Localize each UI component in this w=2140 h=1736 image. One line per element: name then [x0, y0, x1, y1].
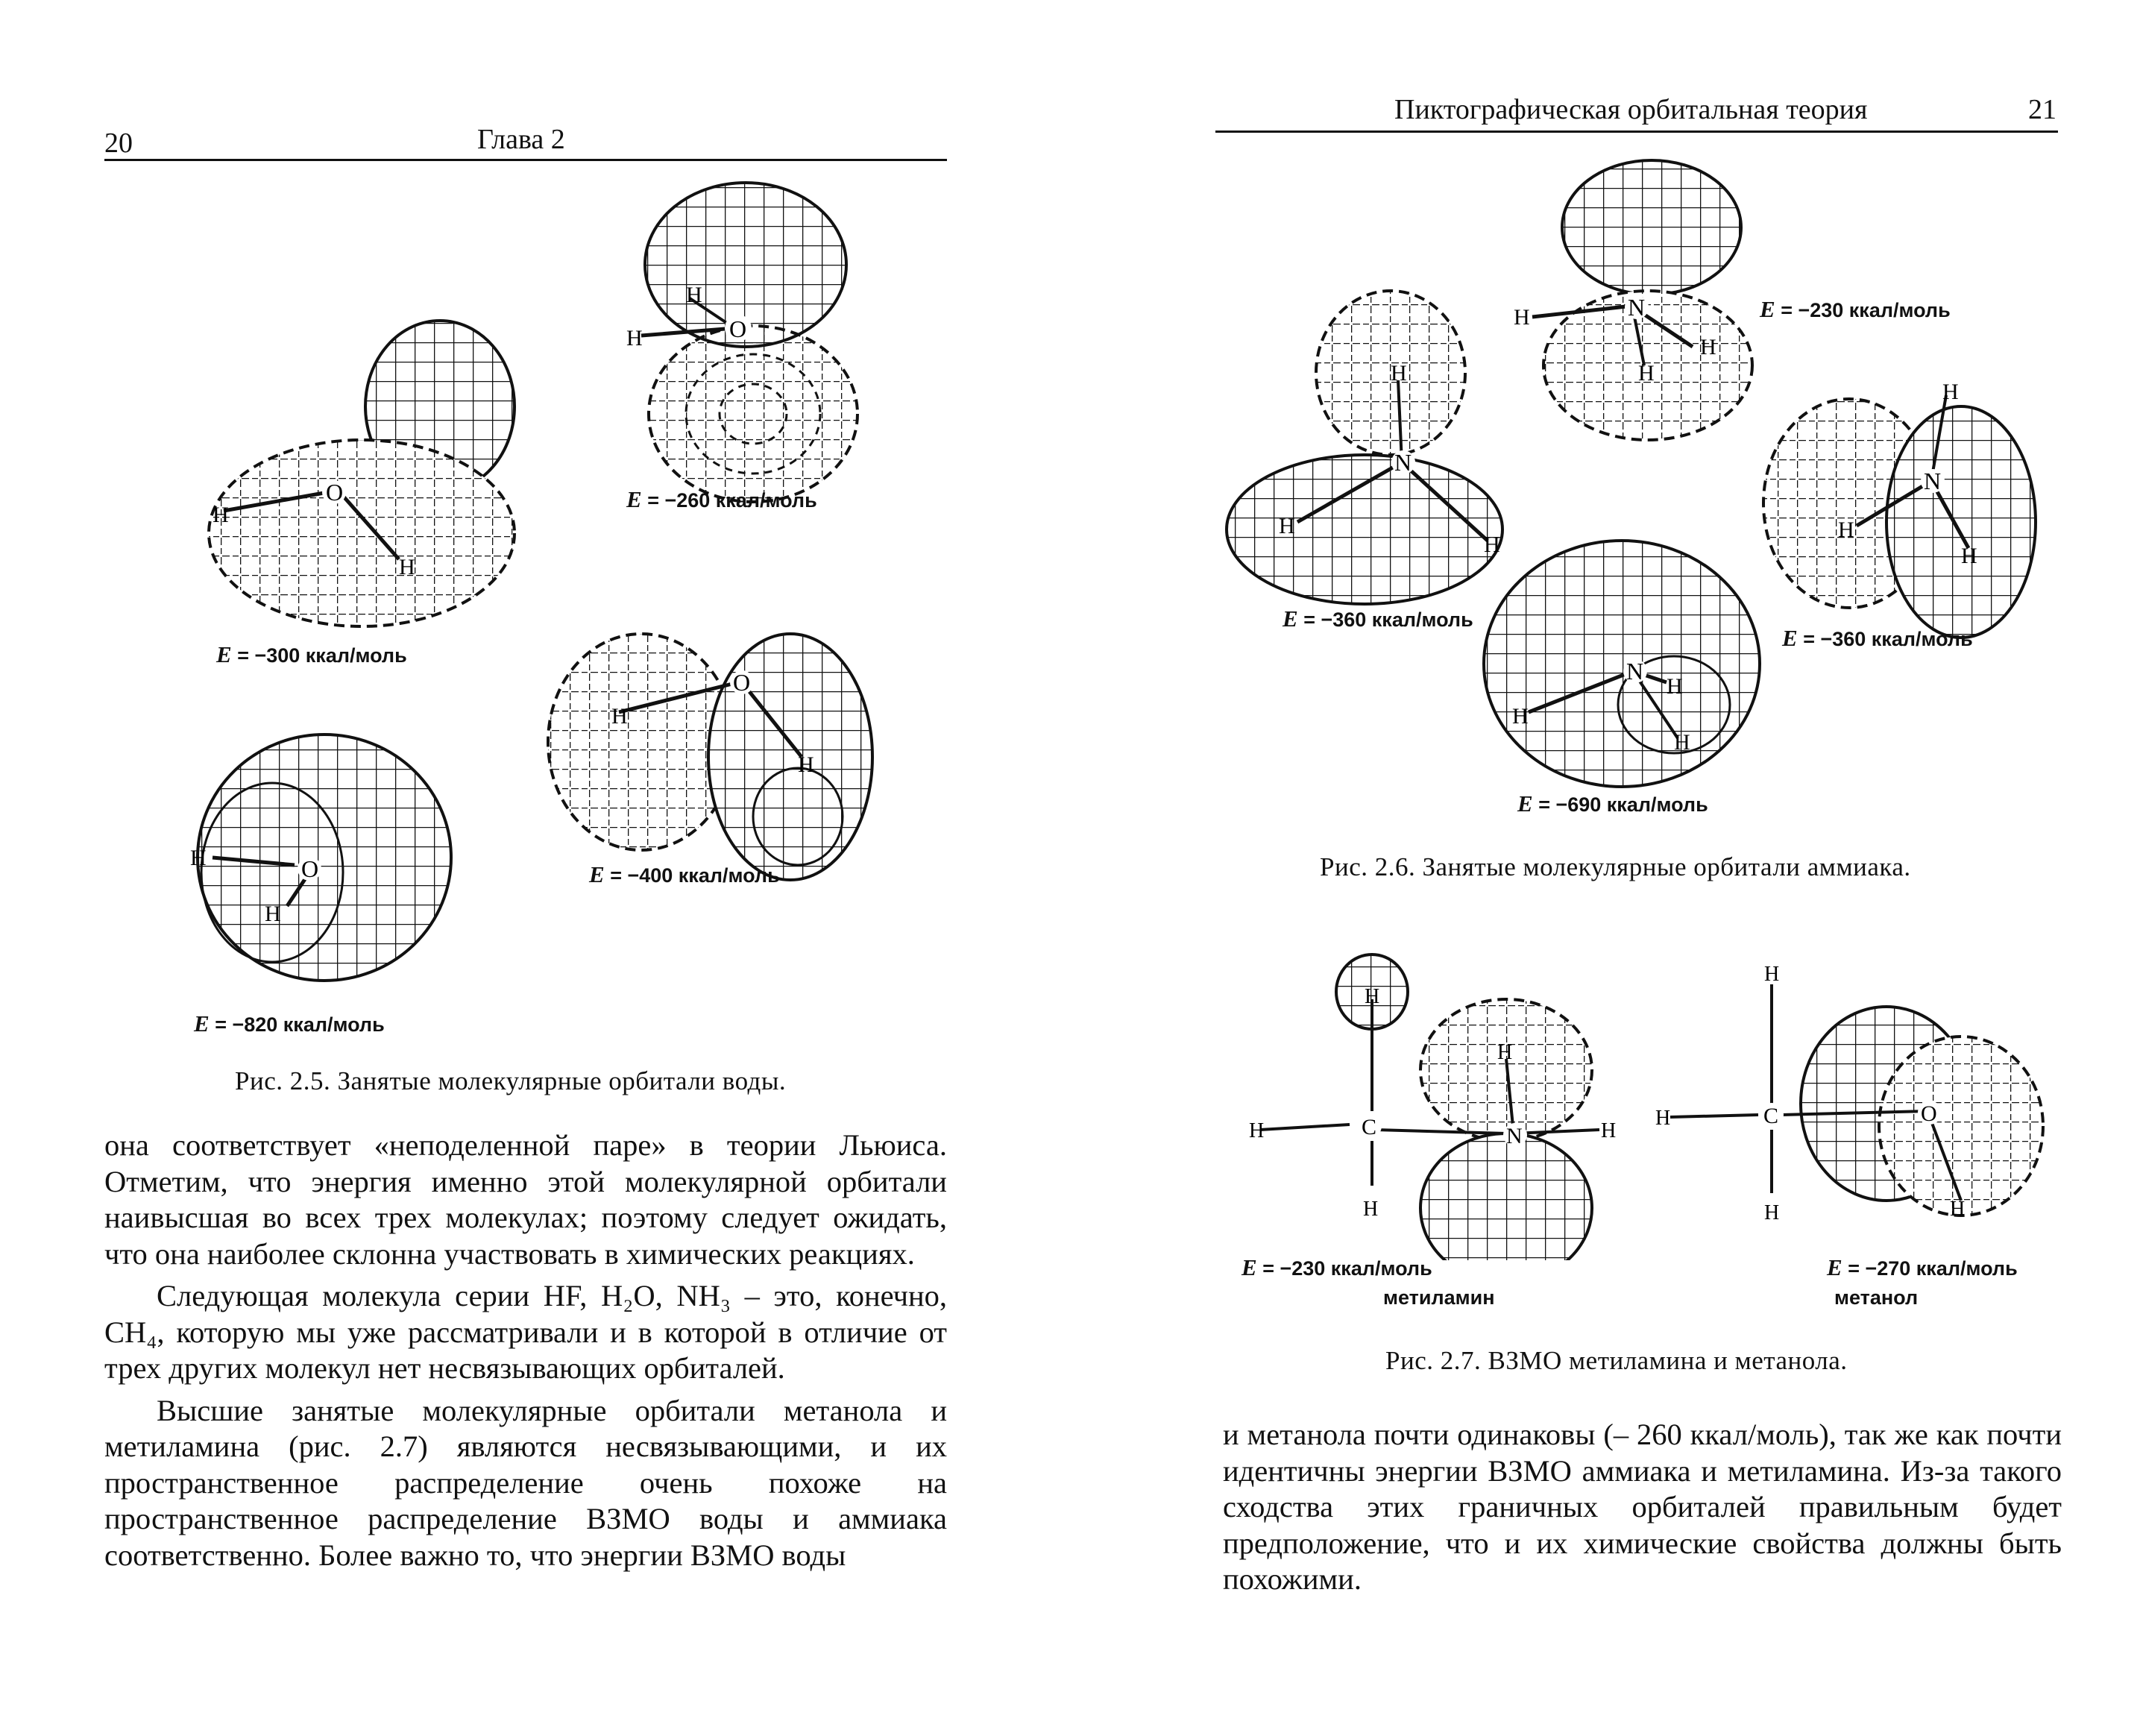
water-orbitals-figure	[104, 168, 969, 996]
ammonia-deep-orbital	[1484, 541, 1760, 787]
paragraph: и метанола почти одинаковы (– 260 ккал/моль), так же как почти идентичны энергии ВЗМО аммиака и метиламина. Из-за такого сходства этих граничных орбиталей правильным будет предположение, что и их химические свойства должны быть похожими.	[1223, 1418, 2062, 1596]
atom-h-label: H	[611, 704, 628, 729]
atom-o-label: O	[301, 855, 319, 882]
methanol-name: метанол	[1834, 1286, 1919, 1309]
atom-o-label: O	[733, 669, 751, 696]
atom-n-label: N	[1626, 658, 1644, 685]
left-header-rule	[104, 159, 947, 161]
atom-h-label: H	[626, 326, 643, 350]
energy-label-nh3-left: E = −360 ккал/моль	[1283, 606, 1473, 632]
atom-h-label: H	[1249, 1119, 1265, 1142]
ammonia-nh-orbital-right	[1763, 380, 2036, 638]
atom-n-label: N	[1628, 294, 1646, 321]
atom-h-label: H	[686, 283, 702, 307]
energy-label-nh3-top: E = −230 ккал/моль	[1760, 296, 1951, 322]
atom-h-label: H	[1638, 361, 1655, 386]
atom-h-label: H	[190, 846, 207, 870]
atom-n-label: N	[1506, 1124, 1523, 1148]
atom-h-label: H	[1764, 963, 1780, 986]
atom-h-label: H	[1512, 704, 1529, 729]
left-running-head: Глава 2	[477, 124, 565, 155]
atom-n-label: N	[1924, 468, 1942, 494]
figure-2-5-caption: Рис. 2.5. Занятые молекулярные орбитали воды.	[235, 1066, 787, 1095]
right-running-head: Пиктографическая орбитальная теория	[1394, 94, 1868, 125]
atom-h-label: H	[1514, 305, 1530, 330]
energy-label-nh3-right: E = −360 ккал/моль	[1782, 625, 1973, 651]
figure-2-7-caption: Рис. 2.7. ВЗМО метиламина и метанола.	[1385, 1346, 1848, 1375]
methylamine-name: метиламин	[1383, 1286, 1495, 1309]
atom-h-label: H	[213, 503, 229, 527]
atom-h-label: H	[1497, 1041, 1513, 1064]
water-oh-bonding-orbital	[548, 634, 872, 880]
atom-o-label: O	[729, 315, 747, 342]
atom-c-label: C	[1763, 1104, 1779, 1128]
ammonia-lone-pair-orbital	[1514, 160, 1752, 440]
atom-h-label: H	[1838, 518, 1854, 542]
atom-h-label: H	[1363, 1198, 1379, 1221]
atom-o-label: O	[1921, 1101, 1937, 1126]
atom-c-label: C	[1362, 1115, 1377, 1139]
atom-h-label: H	[1950, 1198, 1966, 1221]
atom-h-label: H	[1700, 335, 1716, 359]
atom-h-label: H	[1961, 544, 1977, 568]
energy-label-methanol: E = −270 ккал/моль	[1827, 1254, 2018, 1280]
atom-h-label: H	[1279, 514, 1295, 538]
atom-h-label: H	[1484, 532, 1500, 557]
paragraph: Следующая молекула серии HF, H₂O, NH₃ – это, конечно, CH₄, которую мы уже рассматривали и в которой в отличие от трех других молекул нет несвязывающих орбиталей.	[104, 1279, 947, 1385]
water-lone-pair-orbital-2	[626, 183, 857, 502]
atom-h-label: H	[1764, 1201, 1780, 1224]
atom-h-label: H	[1655, 1107, 1671, 1130]
right-body-text	[1223, 1417, 2062, 1598]
atom-h-label: H	[1391, 361, 1407, 386]
left-page-number: 20	[104, 128, 133, 159]
atom-h-label: H	[798, 752, 814, 777]
atom-h-label: H	[1667, 674, 1683, 699]
energy-label-lp2: E = −260 ккал/моль	[626, 486, 817, 512]
atom-h-label: H	[1674, 730, 1690, 755]
right-page-number: 21	[2028, 94, 2056, 125]
methanol-structure	[1655, 963, 2043, 1224]
atom-h-label: H	[1942, 380, 1959, 404]
water-deep-orbital	[190, 735, 451, 981]
atom-h-label: H	[1365, 985, 1380, 1008]
paragraph: она соответствует «неподеленной паре» в теории Льюиса. Отметим, что энергия именно этой молекулярной орбитали наивысшая во всех трех молекулах; поэтому следует ожидать, что она наиболее склонна участвовать в химических реакциях.	[104, 1128, 947, 1271]
energy-label-lp1: E = −300 ккал/моль	[216, 641, 407, 667]
water-lone-pair-orbital-1	[209, 321, 514, 626]
figure-2-6-caption: Рис. 2.6. Занятые молекулярные орбитали аммиака.	[1320, 852, 1911, 881]
energy-label-methylamine: E = −230 ккал/моль	[1241, 1254, 1432, 1280]
atom-h-label: H	[399, 555, 415, 579]
atom-o-label: O	[326, 479, 344, 506]
ammonia-orbitals-figure	[1215, 149, 2058, 820]
methylamine-structure	[1249, 955, 1616, 1260]
energy-label-deep: E = −820 ккал/моль	[194, 1010, 385, 1037]
atom-n-label: N	[1394, 449, 1412, 476]
atom-h-label: H	[1601, 1119, 1617, 1142]
atom-h-label: H	[265, 902, 281, 926]
energy-label-oh: E = −400 ккал/моль	[589, 861, 780, 887]
homo-methylamine-methanol-figure	[1215, 947, 2058, 1260]
left-body-text	[104, 1128, 947, 1573]
ammonia-nh-orbital-left	[1227, 291, 1502, 604]
paragraph: Высшие занятые молекулярные орбитали метанола и метиламина (рис. 2.7) являются несвязывающими, и их пространственное распределение очень похоже на пространственное распределение ВЗМО воды и аммиака соответственно. Более важно то, что энергии ВЗМО воды	[104, 1393, 947, 1572]
right-header-rule	[1215, 130, 2058, 133]
energy-label-nh3-bottom: E = −690 ккал/моль	[1517, 790, 1708, 817]
